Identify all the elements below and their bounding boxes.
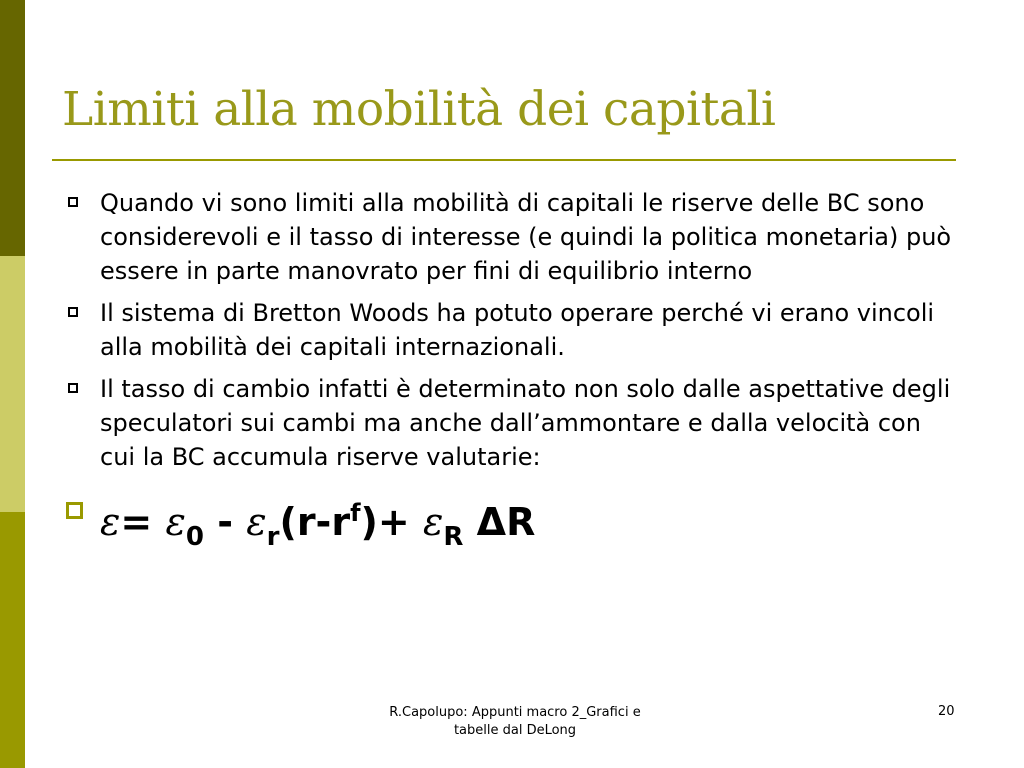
sidebar-decoration bbox=[0, 0, 25, 768]
page-number: 20 bbox=[938, 704, 955, 719]
title-divider bbox=[52, 159, 956, 161]
formula-delta: Δ bbox=[476, 500, 507, 544]
formula-item bbox=[62, 488, 962, 562]
bullet-item bbox=[62, 372, 962, 474]
formula-space bbox=[463, 500, 476, 544]
formula-subscript-0: 0 bbox=[185, 522, 204, 552]
bullet-text: Quando vi sono limiti alla mobilità di capitali le riserve delle BC sono considerevoli e il tasso di interesse (e quindi la politica monetaria) può essere in parte manovrato per fini di equilibrio interno bbox=[100, 189, 952, 285]
formula-subscript-r: r bbox=[266, 522, 280, 552]
slide-footer bbox=[350, 704, 680, 740]
formula-superscript-f: f bbox=[350, 499, 361, 527]
formula-paren-close: )+ bbox=[360, 500, 423, 544]
formula-equals: = bbox=[120, 500, 166, 544]
sidebar-segment-light bbox=[0, 256, 25, 512]
formula-minus: - bbox=[203, 500, 247, 544]
slide-content bbox=[62, 186, 962, 562]
formula bbox=[100, 499, 536, 552]
formula-epsilon: ε bbox=[100, 500, 121, 544]
bullet-text: Il tasso di cambio infatti è determinato non solo dalle aspettative degli speculatori sui cambi ma anche dall’ammontare e dalla velocità con cui la BC accumula riserve valutarie: bbox=[100, 375, 951, 471]
footer-line-2: tabelle dal DeLong bbox=[453, 723, 577, 738]
sidebar-segment-mid bbox=[0, 512, 25, 768]
formula-epsilon-0: ε bbox=[165, 500, 186, 544]
footer-line-1: R.Capolupo: Appunti macro 2_Grafici e bbox=[389, 705, 641, 720]
square-bullet-icon bbox=[68, 307, 78, 317]
square-bullet-icon bbox=[66, 502, 83, 519]
bullet-item bbox=[62, 186, 962, 288]
formula-paren-open: (r-r bbox=[279, 500, 351, 544]
bullet-item bbox=[62, 296, 962, 364]
formula-subscript-R: R bbox=[443, 522, 464, 552]
formula-R: R bbox=[506, 500, 536, 544]
slide-title: Limiti alla mobilità dei capitali bbox=[62, 82, 776, 137]
formula-epsilon-R: ε bbox=[422, 500, 444, 544]
square-bullet-icon bbox=[68, 383, 78, 393]
bullet-text: Il sistema di Bretton Woods ha potuto operare perché vi erano vincoli alla mobilità dei capitali internazionali. bbox=[100, 299, 935, 361]
square-bullet-icon bbox=[68, 197, 78, 207]
sidebar-segment-dark bbox=[0, 0, 25, 256]
formula-epsilon-r: ε bbox=[246, 500, 267, 544]
